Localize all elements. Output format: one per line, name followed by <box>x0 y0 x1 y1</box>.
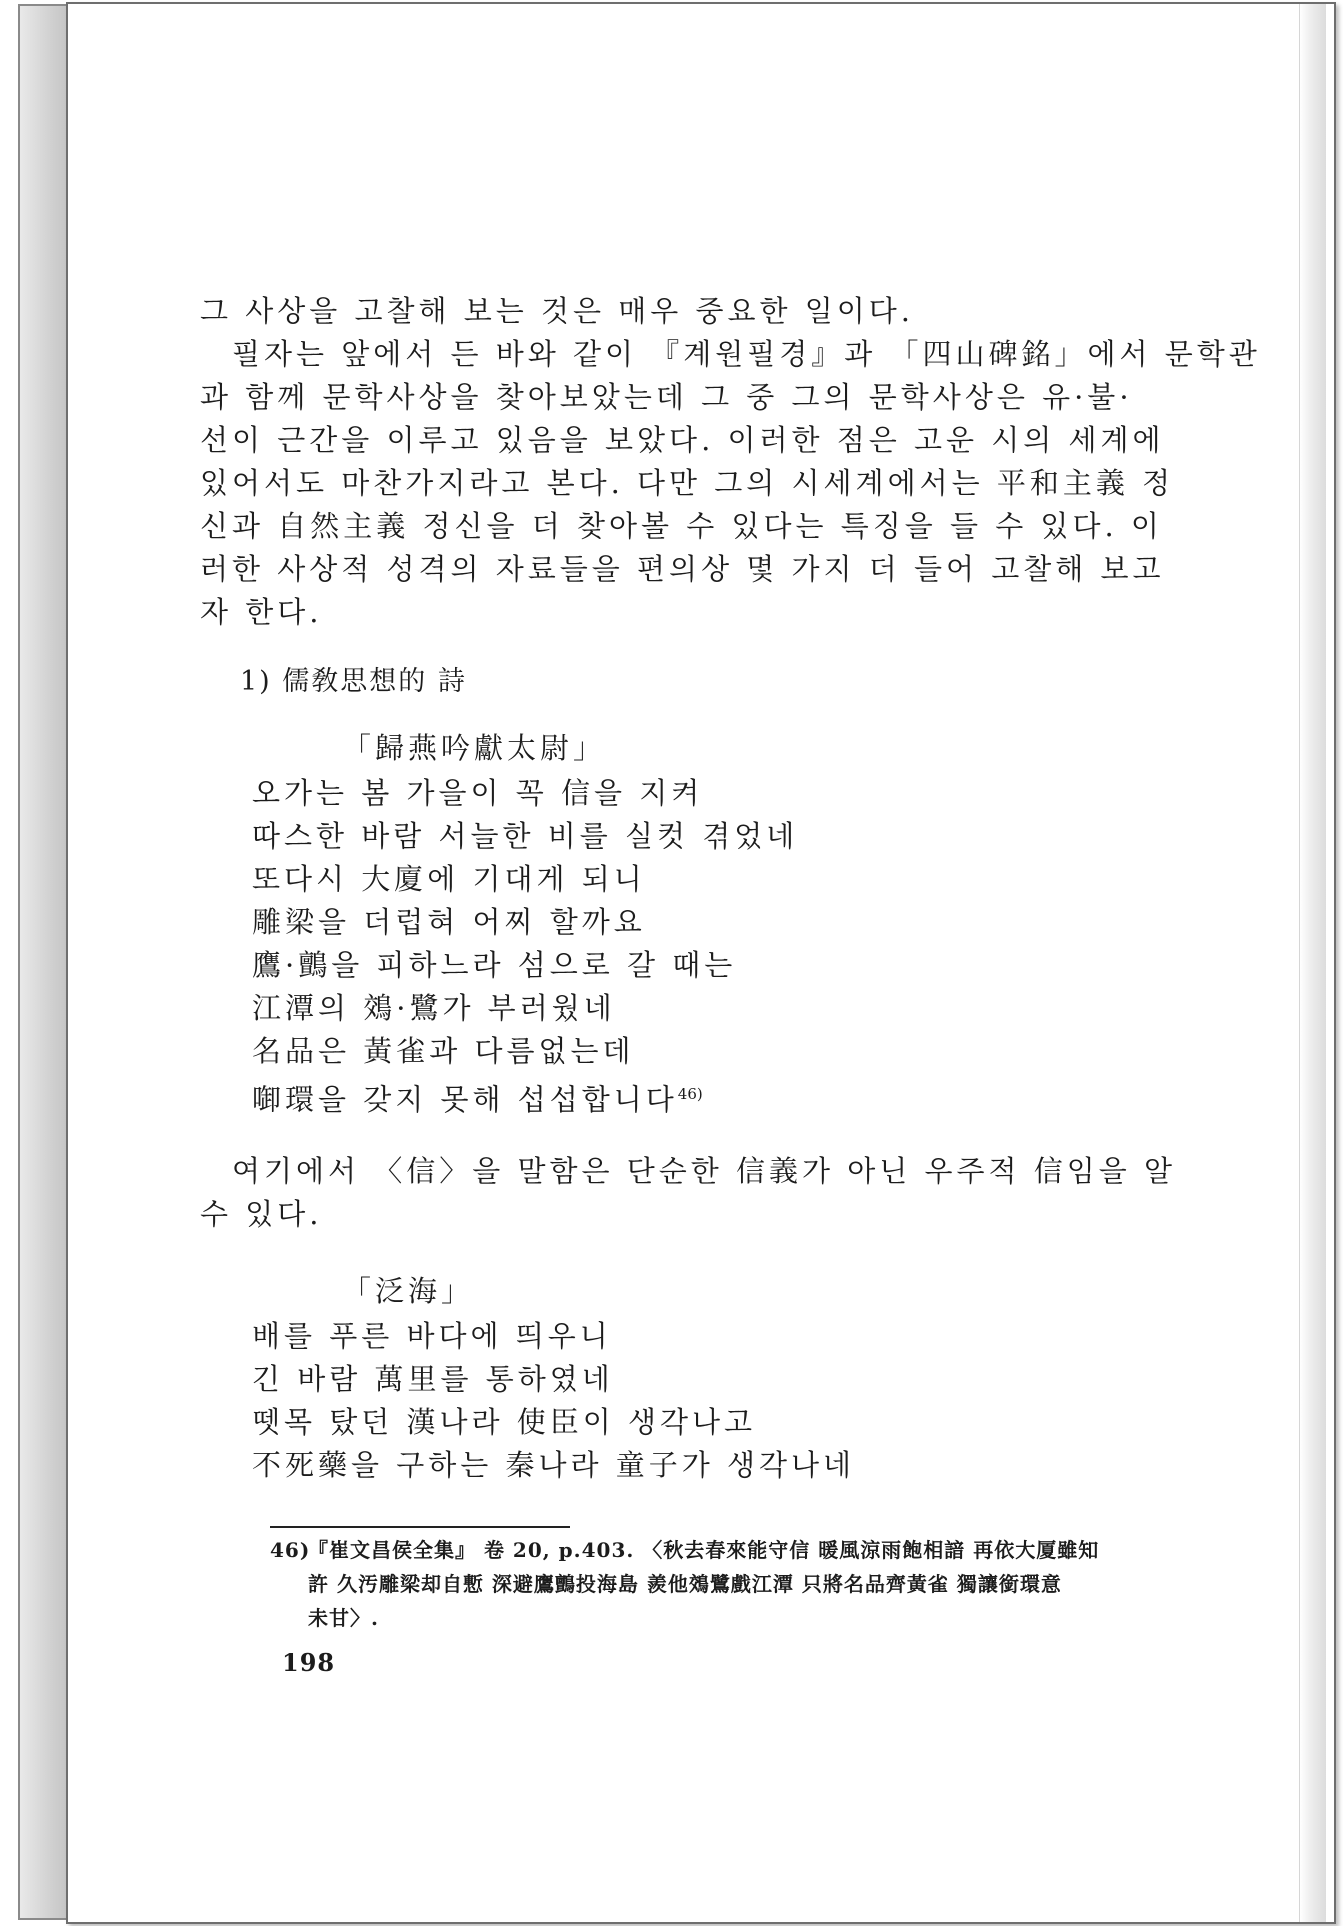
text-line: 여기에서 〈信〉을 말함은 단순한 信義가 아닌 우주적 信임을 알 <box>232 1153 1177 1188</box>
poem-line-text: 啣環을 갖지 못해 섭섭합니다 <box>252 1082 678 1117</box>
poem-line: 배를 푸른 바다에 띄우니 <box>252 1318 612 1353</box>
text-line: 선이 근간을 이루고 있음을 보았다. 이러한 점은 고운 시의 세계에 <box>200 423 1165 457</box>
poem-line: 名品은 黃雀과 다름없는데 <box>252 1034 635 1068</box>
poem-line: 鷹·鸇을 피하느라 섬으로 갈 때는 <box>252 948 737 982</box>
poem-1 <box>200 727 1200 1122</box>
text-line: 필자는 앞에서 든 바와 같이 『계원필경』과 「四山碑銘」에서 문학관 <box>232 337 1261 371</box>
poem-line <box>252 1073 1200 1122</box>
paragraph-1 <box>200 290 1200 333</box>
page-body <box>200 290 1261 1487</box>
poem-line: 오가는 봄 가을이 꼭 信을 지켜 <box>252 776 704 810</box>
poem-line: 따스한 바람 서늘한 비를 실컷 겪었네 <box>252 819 799 853</box>
poem-2 <box>200 1270 1200 1487</box>
section-heading: 1) 儒敎思想的 詩 <box>240 666 467 697</box>
text-line: 수 있다. <box>200 1196 323 1231</box>
book-spine <box>18 4 70 1920</box>
footnote-ref: 46) <box>677 1085 703 1103</box>
text-line: 신과 自然主義 정신을 더 찾아볼 수 있다는 특징을 들 수 있다. 이 <box>200 509 1163 543</box>
poem-line: 긴 바람 萬里를 통하였네 <box>252 1361 614 1396</box>
text-line: 있어서도 마찬가지라고 본다. 다만 그의 시세계에서는 平和主義 정 <box>200 466 1175 500</box>
text-line: 자 한다. <box>200 595 323 629</box>
text-line: 과 함께 문학사상을 찾아보았는데 그 중 그의 문학사상은 유·불· <box>200 380 1133 414</box>
poem-line: 江潭의 鵁·鷺가 부러웠네 <box>252 991 616 1025</box>
page-edge <box>1299 4 1326 1922</box>
page-number: 198 <box>282 1648 336 1677</box>
paragraph-2 <box>200 333 1261 634</box>
text-line: 그 사상을 고찰해 보는 것은 매우 중요한 일이다. <box>200 294 915 328</box>
poem-line: 不死藥을 구하는 秦나라 童子가 생각나네 <box>252 1447 856 1482</box>
footnote-line: 許 久汚雕梁却自慙 深避鷹鸇投海島 羨他鵁鷺戲江潭 只將名品齊黃雀 獨讓銜環意 <box>308 1572 1062 1596</box>
footnote <box>270 1533 1210 1635</box>
poem-line: 雕梁을 더럽혀 어찌 할까요 <box>252 905 646 939</box>
poem-line: 또다시 大廈에 기대게 되니 <box>252 862 646 896</box>
footnote-line: 『崔文昌侯全集』 卷 20, p.403. 〈秋去春來能守信 暖風涼雨飽相諳 再依大厦雖知 <box>308 1538 1100 1562</box>
footnote-divider <box>270 1526 570 1528</box>
paragraph-3 <box>200 1150 1200 1236</box>
poem-title: 「泛海」 <box>342 1273 475 1308</box>
footnote-number: 46) <box>270 1538 311 1562</box>
poem-title: 「歸燕吟獻太尉」 <box>342 731 607 765</box>
poem-line: 뗏목 탔던 漢나라 使臣이 생각나고 <box>252 1404 757 1439</box>
footnote-line: 未甘〉. <box>308 1606 379 1630</box>
text-line: 러한 사상적 성격의 자료들을 편의상 몇 가지 더 들어 고찰해 보고 <box>200 552 1165 586</box>
